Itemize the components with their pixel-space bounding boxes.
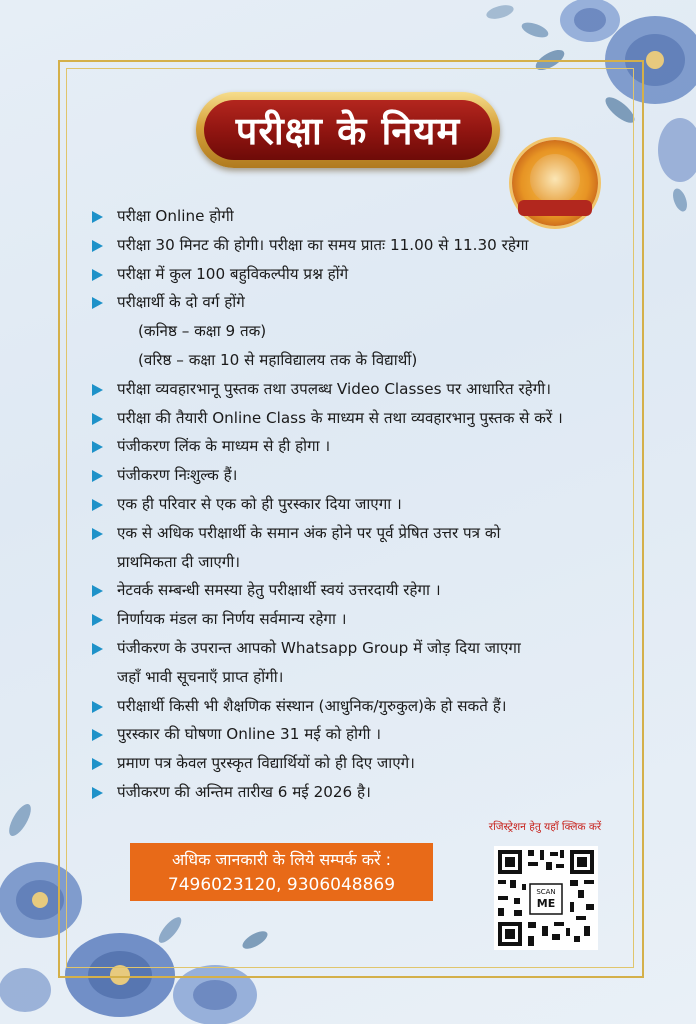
- rule-text-continued: जहाँ भावी सूचनाएँ प्राप्त होंगी।: [117, 667, 284, 686]
- rule-item: [92, 461, 632, 490]
- qr-code[interactable]: [494, 846, 598, 950]
- bullet-arrow-icon: [92, 297, 103, 309]
- rule-item: [92, 375, 632, 404]
- bullet-arrow-icon: [92, 787, 103, 799]
- qr-caption: रजिस्ट्रेशन हेतु यहाँ क्लिक करें: [488, 821, 602, 833]
- rule-text: परीक्षा में कुल 100 बहुविकल्पीय प्रश्न होंगे: [117, 264, 349, 283]
- rule-text: परीक्षार्थी किसी भी शैक्षणिक संस्थान (आधुनिक/गुरुकुल)के हो सकते हैं।: [117, 696, 507, 715]
- rule-item: [92, 231, 632, 260]
- bullet-arrow-icon: [92, 499, 103, 511]
- rule-item: [92, 749, 632, 778]
- rule-text: पुरस्कार की घोषणा Online 31 मई को होगी ।: [117, 725, 382, 744]
- bullet-arrow-icon: [92, 269, 103, 281]
- rule-text: परीक्षार्थी के दो वर्ग होंगे: [117, 293, 245, 312]
- contact-phone-numbers[interactable]: 7496023120, 9306048869: [167, 875, 396, 895]
- bullet-arrow-icon: [92, 211, 103, 223]
- rule-text: एक ही परिवार से एक को ही पुरस्कार दिया जाएगा ।: [117, 494, 402, 513]
- rule-item: [92, 288, 632, 317]
- rule-text-continued: प्राथमिकता दी जाएगी।: [117, 552, 241, 571]
- rule-item: [92, 404, 632, 433]
- rule-text: पंजीकरण के उपरान्त आपको Whatsapp Group में जोड़ दिया जाएगा: [117, 638, 521, 657]
- rule-text: पंजीकरण निःशुल्क हैं।: [117, 466, 238, 485]
- category-junior: (कनिष्ठ – कक्षा 9 तक): [138, 322, 267, 341]
- bullet-arrow-icon: [92, 585, 103, 597]
- bullet-arrow-icon: [92, 384, 103, 396]
- rule-item: [92, 634, 632, 692]
- page-title: परीक्षा के नियम: [235, 109, 461, 153]
- emblem-core: [530, 154, 580, 204]
- bullet-arrow-icon: [92, 701, 103, 713]
- bullet-arrow-icon: [92, 441, 103, 453]
- rule-item: [92, 720, 632, 749]
- rule-text: परीक्षा की तैयारी Online Class के माध्यम से तथा व्यवहारभानु पुस्तक से करें ।: [117, 408, 563, 427]
- title-inner: [204, 100, 492, 160]
- bullet-arrow-icon: [92, 758, 103, 770]
- contact-box: [130, 843, 433, 901]
- rule-item: [92, 260, 632, 289]
- rule-text: प्रमाण पत्र केवल पुरस्कृत विद्यार्थियों को ही दिए जाएगे।: [117, 754, 415, 773]
- rule-item: [92, 490, 632, 519]
- rule-text: निर्णायक मंडल का निर्णय सर्वमान्य रहेगा ।: [117, 610, 347, 629]
- rule-item: [92, 519, 632, 577]
- bullet-arrow-icon: [92, 729, 103, 741]
- contact-label: अधिक जानकारी के लिये सम्पर्क करें :: [171, 850, 392, 869]
- bullet-arrow-icon: [92, 528, 103, 540]
- rule-item: [92, 576, 632, 605]
- rules-list: [92, 202, 632, 807]
- bullet-arrow-icon: [92, 240, 103, 252]
- qr-scan-label: SCAN: [536, 888, 556, 896]
- rule-item: [92, 605, 632, 634]
- bullet-arrow-icon: [92, 413, 103, 425]
- rule-text: पंजीकरण लिंक के माध्यम से ही होगा ।: [117, 437, 331, 456]
- category-senior: (वरिष्ठ – कक्षा 10 से महाविद्यालय तक के विद्यार्थी): [138, 350, 418, 369]
- bullet-arrow-icon: [92, 643, 103, 655]
- rule-text: परीक्षा Online होगी: [117, 207, 234, 225]
- rule-text: परीक्षा व्यवहारभानू पुस्तक तथा उपलब्ध Video Classes पर आधारित रहेगी।: [117, 379, 551, 398]
- rule-item: [92, 778, 632, 807]
- rule-item: [92, 432, 632, 461]
- rule-item: [92, 202, 632, 231]
- bullet-arrow-icon: [92, 470, 103, 482]
- qr-me-label: ME: [536, 897, 556, 910]
- bullet-arrow-icon: [92, 614, 103, 626]
- rule-text: नेटवर्क सम्बन्धी समस्या हेतु परीक्षार्थी स्वयं उत्तरदायी रहेगा ।: [117, 581, 441, 600]
- rule-text: पंजीकरण की अन्तिम तारीख 6 मई 2026 है।: [117, 782, 371, 801]
- title-badge: [196, 92, 500, 168]
- rule-text: एक से अधिक परीक्षार्थी के समान अंक होने पर पूर्व प्रेषित उत्तर पत्र को: [117, 523, 501, 542]
- rule-text: परीक्षा 30 मिनट की होगी। परीक्षा का समय प्रातः 11.00 से 11.30 रहेगा: [117, 235, 529, 254]
- rule-item: [92, 692, 632, 721]
